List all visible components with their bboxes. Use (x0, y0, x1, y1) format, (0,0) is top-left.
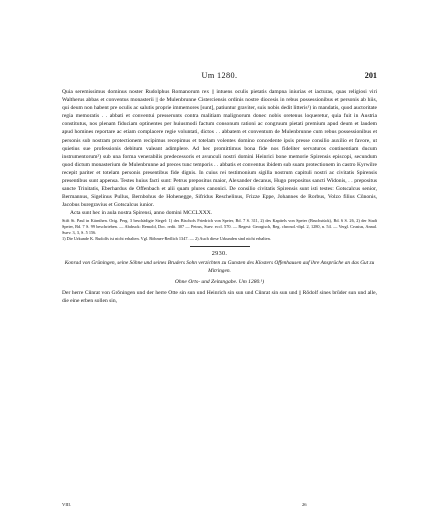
footnotes (62, 218, 377, 243)
charter-text: Quia seremissimus dominus noster Rudolphus Romanorum rex || intuens oculis pietatis dampna iniurias et iacturas, quas religiosi viri Waltherus abbas et conventus monasterii || de Mulenbrunne Cisterciensis ordinis nostre diocesis in rebus possessionibus et personis ab hiis, qui deum non habent pre oculis ac salutis proprie immemores [sunt], patiuntur graviter, suis nobis dedit litteris¹) in mandatis, quod auctoritate regia memoratis . . abbati et conventui presserunts contra malitiam malignorum donec nobis oretenus loqueretur, quia fuit in Austria constitutus, nos plenam fiduciam optinentes per huiusmodi factum consonum rationi ac congruum pietati premium apud deum et laudem apud homines reportare ac etiam complacere regie voluntati, dictos . . abbatem et conventum de Mulenbrunne cum rebus possessionibus et personis sub nostram protectionem recipimus recepimus et totelam volentes domino concedente ipsis presse consilio auxilio et favore, ut quietius sue professionis debitum valeant adimplere. Ad hec promittimus bona fide nos fideliter servaturos continentiam ducum instrumentorum²) sub una forma venerabilis predecessoris et avunculi nostri domini Heinrici bone memorie Spirensis episcopi, secundum quod dictum monasterium de Mulenbrunne ad preces tunc temporis . . abbatis et conventus ibidem sub suam protectionem in castro Kyrwilre recepit pariter et totelam personis presentibus fide dignis. In cuius rei testimonium sigilla nostrum capituli nostri ac civitatis Spirensis presentibus sunt appensa. Testes huius facti sunt: Petrus prepositus maior, Alexander decanus, Hugo prepositus sancti Widonis, . . prepositus sancte Trinitatis, Eberhardus de Offenbach et alii quam plures canonici. De consilio civitatis Spirensis sunt isti testes: Gotscalcus senior, Bermannus, Sigelinus Pullus, Bernbohus de Hohenegge, Sifridus Reschelinus, Frizze Eppe, Johannes de Rorbus, Volzo filius Cůnonis, Jacobus buregravius et Gotscalcus iunior. (62, 89, 377, 209)
date-line: Ohne Orts- und Zeitangabe. Um 1280.¹) (174, 279, 265, 286)
page-header (62, 71, 377, 83)
footnote: 1) Die Urkunde K. Rudolfs ist nicht erhalten. Vgl. Böhmer-Redlich 1347. — 2) Auch diese Urkunden sind nicht erhalten. (62, 236, 271, 242)
german-charter-text: Der herre Cůnrat von Grǒningen und der herre Otte sin sun und Heinrich sin sun und Cůnrat sin sun und || Rǒdolf sines brǔder sun und alle, die eine erben sollen sin, (62, 290, 377, 305)
page-body (62, 88, 377, 305)
document-number: 2930. (211, 250, 228, 258)
acta-line: Acta sunt hec in aula nostra Spirensi, anno domini MCCLXXX. (70, 210, 213, 217)
running-head-year: Um 1280. (201, 71, 238, 80)
page-number: 201 (364, 71, 377, 80)
signature-mark-left: VIII. (62, 502, 72, 507)
section-divider (190, 246, 250, 247)
page-footer (62, 502, 377, 510)
source-note: Stift St. Paul in Kärnthen. Orig. Perg. 3 beschädigte Siegel: 1) des Bischofs Friedrich von Speier, Bd. 7 S. 311, 2) des Kapitels von Speier (Bruchstück), Bd. 6 S. 26, 2) der Stadt Speier, Bd. 7 S. 99 beschrieben. — Abdruck: Remold, Doc. redit. 307 — Petrus, Suev. eccl. 570. — Regest: Georgisch, Reg. chronol.-dipl. 2, 1280, n. 54. — Vergl. Crusius, Annal. Suev. 3, 3, S. 5 156. (62, 217, 377, 235)
signature-mark-right: 26 (302, 502, 307, 507)
regest-summary: Konrad von Grüningen, seine Söhne und seines Bruders Sohn verzichten zu Gunsten des Klosters Offenhausen auf ihre Ansprüche an das Gut zu Mitringen. (64, 260, 375, 274)
